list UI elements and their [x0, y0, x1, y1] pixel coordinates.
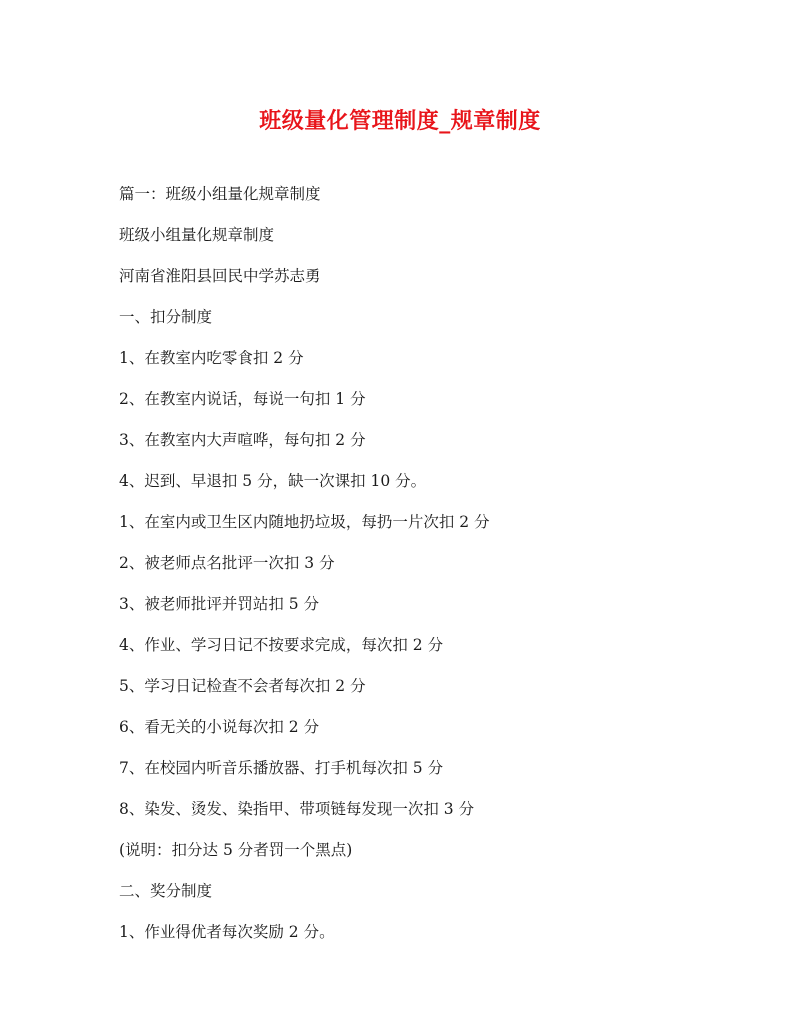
rule-line: 6、看无关的小说每次扣 2 分 [119, 718, 320, 736]
note-line: (说明：扣分达 5 分者罚一个黑点) [119, 841, 353, 859]
rule-line: 7、在校园内听音乐播放器、打手机每次扣 5 分 [119, 759, 444, 777]
rule-line: 3、被老师批评并罚站扣 5 分 [119, 595, 320, 613]
rule-line: 8、染发、烫发、染指甲、带项链每发现一次扣 3 分 [119, 800, 475, 818]
rule-line: 2、在教室内说话，每说一句扣 1 分 [119, 390, 366, 408]
document-body [119, 180, 759, 959]
rule-line: 2、被老师点名批评一次扣 3 分 [119, 554, 335, 572]
document-title: 班级量化管理制度_规章制度 [259, 108, 541, 134]
rule-line: 4、迟到、早退扣 5 分，缺一次课扣 10 分。 [119, 472, 427, 490]
rule-line: 3、在教室内大声喧哗，每句扣 2 分 [119, 431, 366, 449]
rule-line: 5、学习日记检查不会者每次扣 2 分 [119, 677, 366, 695]
section-heading-deduction: 一、扣分制度 [119, 308, 213, 326]
rule-line: 1、在教室内吃零食扣 2 分 [119, 349, 304, 367]
rule-line: 1、作业得优者每次奖励 2 分。 [119, 923, 335, 941]
author-line: 河南省淮阳县回民中学苏志勇 [119, 267, 321, 285]
section-heading-part-one: 篇一：班级小组量化规章制度 [119, 185, 321, 203]
section-heading-reward: 二、奖分制度 [119, 882, 213, 900]
rule-line: 1、在室内或卫生区内随地扔垃圾，每扔一片次扣 2 分 [119, 513, 490, 531]
subtitle-line: 班级小组量化规章制度 [119, 226, 275, 244]
rule-line: 4、作业、学习日记不按要求完成，每次扣 2 分 [119, 636, 444, 654]
